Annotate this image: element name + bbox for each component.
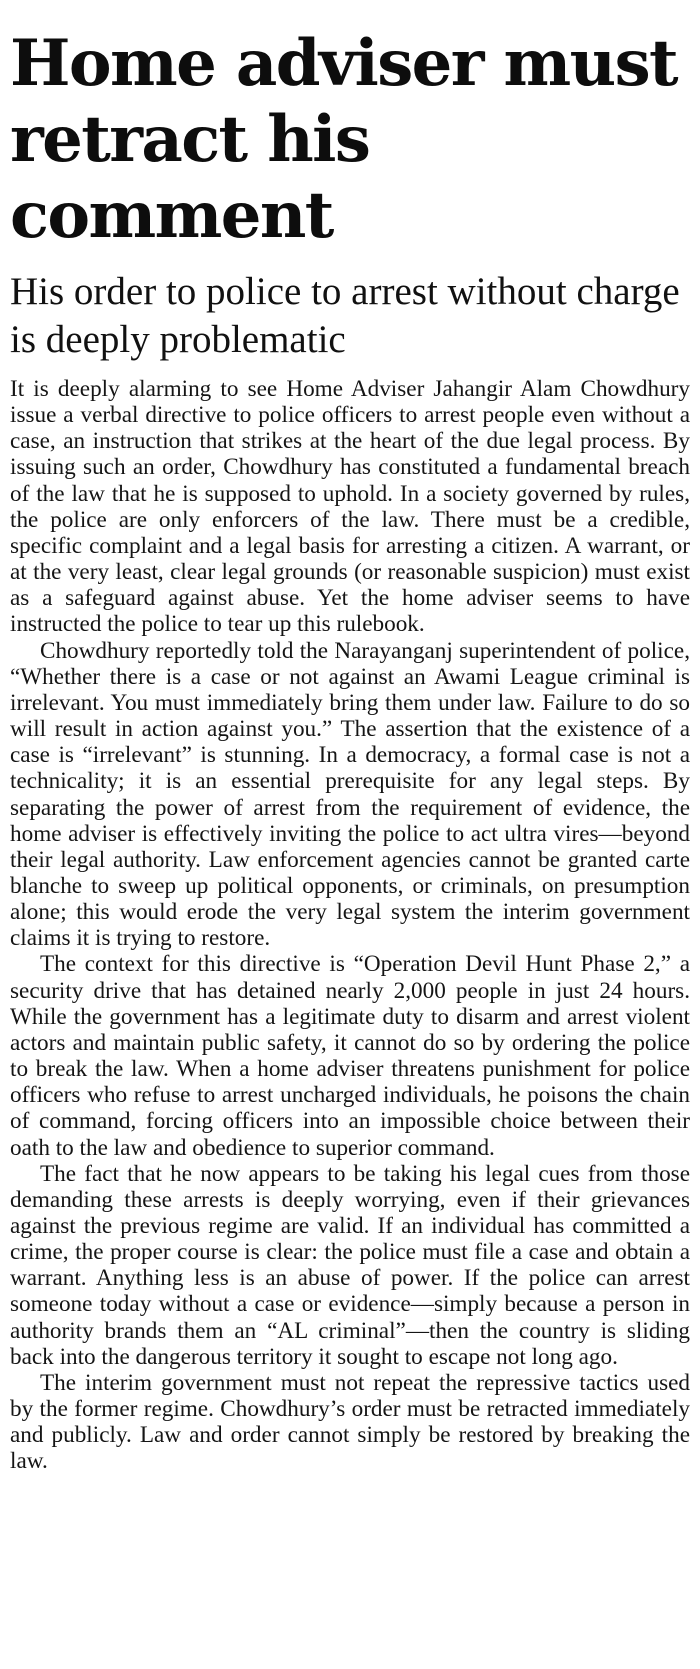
paragraph-4: The fact that he now appears to be taking his legal cues from those demanding these arrests is deeply worrying, even if their grievances against the previous regime are valid. If an individual has committed a crime, the proper course is clear: the police must file a case and obtain a warrant. Anything less is an abuse of power. If the police can arrest someone today without a case or evidence—simply because a person in authority brands them an “AL criminal”—then the country is sliding back into the dangerous territory it sought to escape not long ago. <box>10 1160 690 1370</box>
paragraph-2: Chowdhury reportedly told the Narayanganj superintendent of police, “Whether there is a case or not against an Awami League criminal is irrelevant. You must immediately bring them under law. Failure to do so will result in action against you.” The assertion that the existence of a case is “irrelevant” is stunning. In a democracy, a formal case is not a technicality; it is an essential prerequisite for any legal steps. By separating the power of arrest from the requirement of evidence, the home adviser is effectively inviting the police to act ultra vires—beyond their legal authority. Law enforcement agencies cannot be granted carte blanche to sweep up political opponents, or criminals, on presumption alone; this would erode the very legal system the interim government claims it is trying to restore. <box>10 637 690 952</box>
paragraph-5: The interim government must not repeat the repressive tactics used by the former regime. Chowdhury’s order must be retracted immediately and publicly. Law and order cannot simply be restored by breaking the law. <box>10 1369 690 1475</box>
headline: Home adviser must retract his comment <box>10 26 677 253</box>
subheadline: His order to police to arrest without charge is deeply problematic <box>10 270 680 361</box>
paragraph-1: It is deeply alarming to see Home Adviser Jahangir Alam Chowdhury issue a verbal directive to police officers to arrest people even without a case, an instruction that strikes at the heart of the due legal process. By issuing such an order, Chowdhury has constituted a fundamental breach of the law that he is supposed to uphold. In a society governed by rules, the police are only enforcers of the law. There must be a credible, specific complaint and a legal basis for arresting a citizen. A warrant, or at the very least, clear legal grounds (or reasonable suspicion) must exist as a safeguard against abuse. Yet the home adviser seems to have instructed the police to tear up this rulebook. <box>10 376 690 638</box>
editorial-article <box>10 0 690 1475</box>
paragraph-3: The context for this directive is “Operation Devil Hunt Phase 2,” a security drive that has detained nearly 2,000 people in just 24 hours. While the government has a legitimate duty to disarm and arrest violent actors and maintain public safety, it cannot do so by ordering the police to break the law. When a home adviser threatens punishment for police officers who refuse to arrest uncharged individuals, he poisons the chain of command, forcing officers into an impossible choice between their oath to the law and obedience to superior command. <box>10 951 690 1161</box>
article-body <box>10 376 690 1475</box>
